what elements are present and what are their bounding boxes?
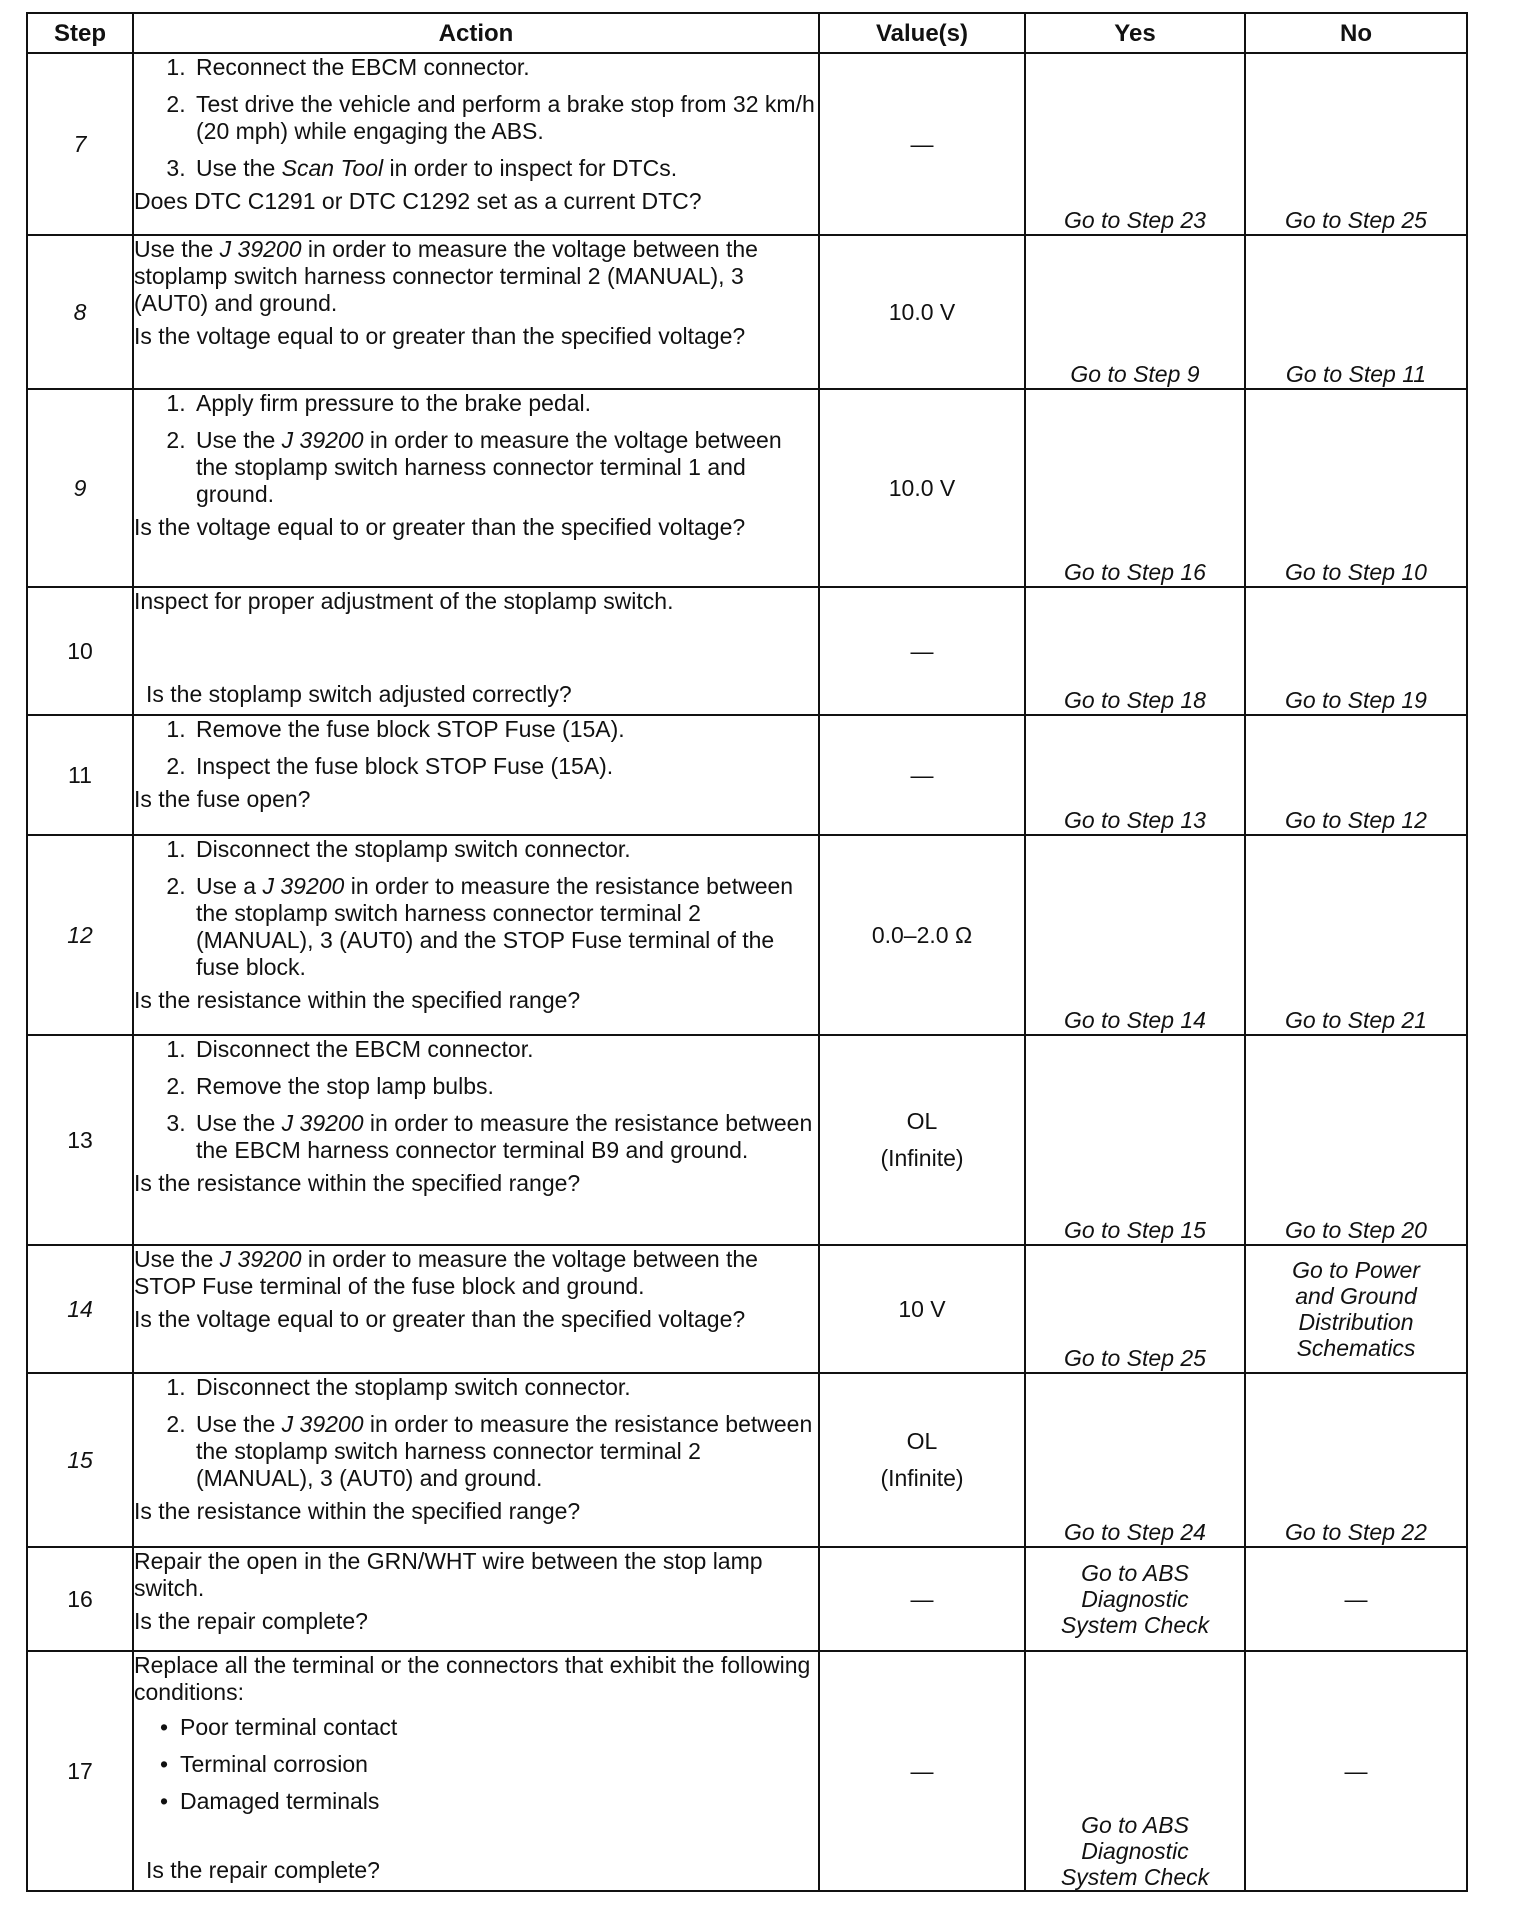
table-row bbox=[27, 587, 1467, 715]
table-row bbox=[27, 715, 1467, 835]
action-item: 2. Remove the stop lamp bulbs. bbox=[192, 1073, 818, 1100]
value-cell bbox=[819, 1373, 1025, 1547]
yes-link[interactable]: Go to Step 14 bbox=[1025, 835, 1245, 1035]
yes-link[interactable]: Go to ABS Diagnostic System Check bbox=[1025, 1547, 1245, 1651]
action-item: 1. Remove the fuse block STOP Fuse (15A). bbox=[192, 716, 818, 743]
action-item: 2. Use a J 39200 in order to measure the resistance between the stoplamp switch harness connector terminal 2 (MANUAL), 3 (AUT0) and the STOP Fuse terminal of the fuse block. bbox=[192, 873, 818, 981]
question: Is the resistance within the specified range? bbox=[134, 1498, 581, 1524]
value-cell: — bbox=[819, 53, 1025, 235]
step-number: 15 bbox=[27, 1373, 133, 1547]
yes-link[interactable]: Go to Step 18 bbox=[1025, 587, 1245, 715]
action-cell bbox=[133, 389, 819, 587]
action-item: 2. Inspect the fuse block STOP Fuse (15A). bbox=[192, 753, 818, 780]
value-cell: 0.0–2.0 Ω bbox=[819, 835, 1025, 1035]
table-row bbox=[27, 235, 1467, 389]
bullet-item: • Poor terminal contact bbox=[180, 1714, 818, 1741]
action-cell bbox=[133, 235, 819, 389]
action-cell bbox=[133, 1547, 819, 1651]
table-row bbox=[27, 1373, 1467, 1547]
tool-reference: J 39200 bbox=[219, 236, 302, 262]
yes-link[interactable]: Go to Step 15 bbox=[1025, 1035, 1245, 1245]
tool-reference: J 39200 bbox=[262, 873, 345, 899]
bullet-item: • Terminal corrosion bbox=[180, 1751, 818, 1778]
action-cell bbox=[133, 1245, 819, 1373]
table-row bbox=[27, 389, 1467, 587]
question: Is the repair complete? bbox=[146, 1857, 380, 1883]
yes-link[interactable]: Go to Step 13 bbox=[1025, 715, 1245, 835]
value-line: (Infinite) bbox=[880, 1465, 964, 1491]
step-number: 13 bbox=[27, 1035, 133, 1245]
no-link[interactable]: Go to Step 19 bbox=[1245, 587, 1467, 715]
step-number: 17 bbox=[27, 1651, 133, 1891]
table-row bbox=[27, 1245, 1467, 1373]
value-cell bbox=[819, 1035, 1025, 1245]
yes-link[interactable]: Go to ABS Diagnostic System Check bbox=[1025, 1651, 1245, 1891]
yes-link[interactable]: Go to Step 9 bbox=[1025, 235, 1245, 389]
no-cell: — bbox=[1245, 1651, 1467, 1891]
yes-link[interactable]: Go to Step 16 bbox=[1025, 389, 1245, 587]
action-cell bbox=[133, 1035, 819, 1245]
bullet-item: • Damaged terminals bbox=[180, 1788, 818, 1815]
action-cell bbox=[133, 1651, 819, 1891]
header-row bbox=[27, 13, 1467, 53]
action-text: Replace all the terminal or the connectors that exhibit the following conditions: bbox=[134, 1652, 811, 1705]
action-text: Repair the open in the GRN/WHT wire between the stop lamp switch. bbox=[134, 1548, 763, 1601]
yes-link[interactable]: Go to Step 25 bbox=[1025, 1245, 1245, 1373]
question: Does DTC C1291 or DTC C1292 set as a current DTC? bbox=[134, 188, 702, 214]
question: Is the repair complete? bbox=[134, 1608, 368, 1634]
no-link[interactable]: Go to Step 11 bbox=[1245, 235, 1467, 389]
action-cell bbox=[133, 587, 819, 715]
step-number: 9 bbox=[27, 389, 133, 587]
action-item: 1. Disconnect the EBCM connector. bbox=[192, 1036, 818, 1063]
value-cell: — bbox=[819, 715, 1025, 835]
action-item: 1. Disconnect the stoplamp switch connector. bbox=[192, 836, 818, 863]
step-number: 7 bbox=[27, 53, 133, 235]
action-cell bbox=[133, 835, 819, 1035]
header-values: Value(s) bbox=[819, 13, 1025, 53]
no-link[interactable]: Go to Step 20 bbox=[1245, 1035, 1467, 1245]
question: Is the stoplamp switch adjusted correctly? bbox=[146, 681, 572, 707]
action-item: 1. Reconnect the EBCM connector. bbox=[192, 54, 818, 81]
yes-link[interactable]: Go to Step 23 bbox=[1025, 53, 1245, 235]
step-number: 16 bbox=[27, 1547, 133, 1651]
no-link[interactable]: Go to Step 10 bbox=[1245, 389, 1467, 587]
action-text: Use the J 39200 in order to measure the voltage between the stoplamp switch harness connector terminal 2 (MANUAL), 3 (AUT0) and ground. bbox=[134, 236, 758, 316]
no-link[interactable]: Go to Power and Ground Distribution Schematics bbox=[1245, 1245, 1467, 1373]
tool-reference: J 39200 bbox=[219, 1246, 302, 1272]
yes-link[interactable]: Go to Step 24 bbox=[1025, 1373, 1245, 1547]
step-number: 10 bbox=[27, 587, 133, 715]
value-cell: 10 V bbox=[819, 1245, 1025, 1373]
action-text: Use the J 39200 in order to measure the voltage between the STOP Fuse terminal of the fuse block and ground. bbox=[134, 1246, 758, 1299]
action-text: Inspect for proper adjustment of the stoplamp switch. bbox=[134, 588, 674, 614]
no-link[interactable]: Go to Step 21 bbox=[1245, 835, 1467, 1035]
action-cell bbox=[133, 715, 819, 835]
header-step: Step bbox=[27, 13, 133, 53]
tool-reference: J 39200 bbox=[281, 1411, 364, 1437]
diagnostic-table bbox=[26, 12, 1468, 1892]
value-cell: — bbox=[819, 1547, 1025, 1651]
value-line: (Infinite) bbox=[880, 1145, 964, 1171]
action-item: 3. Use the Scan Tool in order to inspect for DTCs. bbox=[192, 155, 818, 182]
question: Is the voltage equal to or greater than the specified voltage? bbox=[134, 514, 746, 540]
value-cell: — bbox=[819, 587, 1025, 715]
tool-reference: Scan Tool bbox=[281, 155, 384, 181]
step-number: 12 bbox=[27, 835, 133, 1035]
step-number: 11 bbox=[27, 715, 133, 835]
table-row bbox=[27, 1035, 1467, 1245]
table-row bbox=[27, 1651, 1467, 1891]
no-link[interactable]: Go to Step 22 bbox=[1245, 1373, 1467, 1547]
tool-reference: J 39200 bbox=[281, 427, 364, 453]
no-link[interactable]: Go to Step 12 bbox=[1245, 715, 1467, 835]
question: Is the resistance within the specified range? bbox=[134, 1170, 581, 1196]
action-cell bbox=[133, 53, 819, 235]
question: Is the fuse open? bbox=[134, 786, 311, 812]
step-number: 14 bbox=[27, 1245, 133, 1373]
value-cell: 10.0 V bbox=[819, 235, 1025, 389]
value-cell: — bbox=[819, 1651, 1025, 1891]
table-row bbox=[27, 835, 1467, 1035]
header-action: Action bbox=[133, 13, 819, 53]
question: Is the voltage equal to or greater than the specified voltage? bbox=[134, 1306, 746, 1332]
value-line: OL bbox=[906, 1108, 938, 1134]
header-yes: Yes bbox=[1025, 13, 1245, 53]
action-item: 1. Apply firm pressure to the brake pedal. bbox=[192, 390, 818, 417]
tool-reference: J 39200 bbox=[281, 1110, 364, 1136]
table-row bbox=[27, 1547, 1467, 1651]
question: Is the voltage equal to or greater than the specified voltage? bbox=[134, 323, 746, 349]
action-item: 1. Disconnect the stoplamp switch connector. bbox=[192, 1374, 818, 1401]
table-row bbox=[27, 53, 1467, 235]
action-item: 2. Test drive the vehicle and perform a brake stop from 32 km/h (20 mph) while engaging the ABS. bbox=[192, 91, 818, 145]
no-cell: — bbox=[1245, 1547, 1467, 1651]
question: Is the resistance within the specified range? bbox=[134, 987, 581, 1013]
action-item: 2. Use the J 39200 in order to measure the resistance between the stoplamp switch harness connector terminal 2 (MANUAL), 3 (AUT0) and ground. bbox=[192, 1411, 818, 1492]
value-line: OL bbox=[906, 1428, 938, 1454]
header-no: No bbox=[1245, 13, 1467, 53]
action-item: 3. Use the J 39200 in order to measure the resistance between the EBCM harness connector terminal B9 and ground. bbox=[192, 1110, 818, 1164]
step-number: 8 bbox=[27, 235, 133, 389]
value-cell: 10.0 V bbox=[819, 389, 1025, 587]
no-link[interactable]: Go to Step 25 bbox=[1245, 53, 1467, 235]
action-item: 2. Use the J 39200 in order to measure the voltage between the stoplamp switch harness connector terminal 1 and ground. bbox=[192, 427, 818, 508]
action-cell bbox=[133, 1373, 819, 1547]
